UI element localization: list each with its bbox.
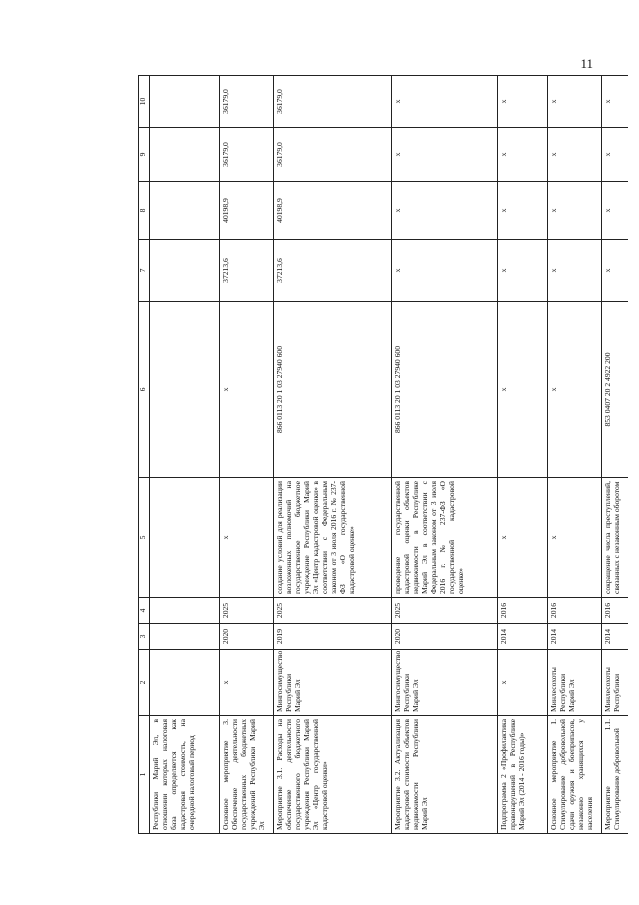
- cell-v10: [150, 76, 220, 128]
- cell-result: сокращение числа преступлений, связанных с незаконным оборотом: [602, 478, 628, 598]
- cell-result: x: [548, 478, 602, 598]
- cell-v7: x: [392, 240, 498, 302]
- cell-kbk: x: [548, 302, 602, 478]
- cell-end: 2016: [548, 598, 602, 624]
- cell-result: создание условий для реализации возложенных полномочий на государственное бюджетное учреждение Республики Марий Эл «Центр кадастровой оценки» в соответствии с Федеральным законом от 3 июля 2016 г. № 237-ФЗ «О государственной кадастровой оценке»: [274, 478, 392, 598]
- cell-responsible: x: [220, 650, 274, 716]
- col-header: 5: [139, 478, 150, 598]
- cell-v10: x: [548, 76, 602, 128]
- cell-v9: x: [498, 128, 548, 182]
- cell-v7: x: [548, 240, 602, 302]
- cell-start: 2014: [548, 624, 602, 650]
- cell-start: 2020: [220, 624, 274, 650]
- cell-name: Мероприятие 1.1. Стимулирование добровольной: [602, 716, 628, 834]
- cell-v8: 40198,9: [274, 182, 392, 240]
- cell-start: [150, 624, 220, 650]
- cell-v8: x: [498, 182, 548, 240]
- cell-kbk: 866 0113 20 1 03 27940 600: [274, 302, 392, 478]
- cell-v8: x: [602, 182, 628, 240]
- cell-end: [150, 598, 220, 624]
- cell-name: Мероприятие 3.1. Расходы на обеспечение деятельности государственного бюджетного учреждения Республики Марий Эл «Центр государственной кадастровой оценки»: [274, 716, 392, 834]
- cell-v10: x: [602, 76, 628, 128]
- table-row: [602, 76, 628, 834]
- cell-v9: x: [392, 128, 498, 182]
- cell-start: 2014: [602, 624, 628, 650]
- cell-v8: x: [548, 182, 602, 240]
- cell-v8: [150, 182, 220, 240]
- cell-v10: 36179,0: [220, 76, 274, 128]
- cell-start: 2020: [392, 624, 498, 650]
- col-header: 3: [139, 624, 150, 650]
- cell-v9: x: [548, 128, 602, 182]
- table-row: [220, 76, 274, 834]
- column-number-row: [139, 76, 150, 834]
- cell-v9: x: [602, 128, 628, 182]
- col-header: 10: [139, 76, 150, 128]
- cell-responsible: Мингосимущество Республики Марий Эл: [274, 650, 392, 716]
- page-number: 11: [580, 56, 593, 71]
- cell-v7: 37213,6: [220, 240, 274, 302]
- cell-v7: 37213,6: [274, 240, 392, 302]
- cell-responsible: x: [498, 650, 548, 716]
- table-row: [548, 76, 602, 834]
- col-header: 2: [139, 650, 150, 716]
- col-header: 9: [139, 128, 150, 182]
- cell-end: 2025: [274, 598, 392, 624]
- col-header: 4: [139, 598, 150, 624]
- rotated-page: [138, 76, 638, 834]
- cell-result: x: [498, 478, 548, 598]
- cell-v9: 36179,0: [274, 128, 392, 182]
- cell-v10: x: [498, 76, 548, 128]
- table-row: [498, 76, 548, 834]
- table-row: [150, 76, 220, 834]
- cell-start: 2019: [274, 624, 392, 650]
- cell-responsible: Мингосимущество Республики Марий Эл: [392, 650, 498, 716]
- cell-result: [150, 478, 220, 598]
- cell-name: Основное мероприятие 1. Стимулирование добровольной сдачи оружия и боеприпасов, незаконно хранящихся у населения: [548, 716, 602, 834]
- col-header: 8: [139, 182, 150, 240]
- col-header: 1: [139, 716, 150, 834]
- table-row: [274, 76, 392, 834]
- cell-name: Основное мероприятие 3. Обеспечение деятельности государственных бюджетных учреждений Республики Марий Эл: [220, 716, 274, 834]
- cell-name: Подпрограмма 2 «Профилактика правонарушений в Республике Марий Эл (2014 - 2016 годы)»: [498, 716, 548, 834]
- cell-start: 2014: [498, 624, 548, 650]
- cell-end: 2025: [220, 598, 274, 624]
- cell-responsible: Минлесохоты Республики: [602, 650, 628, 716]
- cell-responsible: Минлесохоты Республики Марий Эл: [548, 650, 602, 716]
- program-table: [138, 75, 628, 834]
- cell-kbk: x: [498, 302, 548, 478]
- col-header: 6: [139, 302, 150, 478]
- cell-v10: 36179,0: [274, 76, 392, 128]
- cell-responsible: [150, 650, 220, 716]
- cell-result: x: [220, 478, 274, 598]
- cell-v9: [150, 128, 220, 182]
- cell-end: 2025: [392, 598, 498, 624]
- cell-v7: x: [602, 240, 628, 302]
- col-header: 7: [139, 240, 150, 302]
- cell-name: Республики Марий Эл, в отношении которых налоговая база определяется как кадастровая стоимость, на очередной налоговый период: [150, 716, 220, 834]
- cell-v7: [150, 240, 220, 302]
- cell-kbk: 853 0407 20 2 4922 200: [602, 302, 628, 478]
- cell-end: 2016: [602, 598, 628, 624]
- cell-name: Мероприятие 3.2. Актуализация кадастровой стоимости объектов недвижимости Республики Марий Эл: [392, 716, 498, 834]
- cell-v7: x: [498, 240, 548, 302]
- cell-v10: x: [392, 76, 498, 128]
- cell-v8: x: [392, 182, 498, 240]
- cell-v9: 36179,0: [220, 128, 274, 182]
- cell-end: 2016: [498, 598, 548, 624]
- table-row: [392, 76, 498, 834]
- cell-kbk: x: [220, 302, 274, 478]
- cell-kbk: 866 0113 20 1 03 27940 600: [392, 302, 498, 478]
- cell-kbk: [150, 302, 220, 478]
- cell-result: проведение государственной кадастровой оценки объектов недвижимости в Республике Марий Эл в соответствии с Федеральным законом от 3 июля 2016 г. № 237-ФЗ «О государственной кадастровой оценке»: [392, 478, 498, 598]
- cell-v8: 40198,9: [220, 182, 274, 240]
